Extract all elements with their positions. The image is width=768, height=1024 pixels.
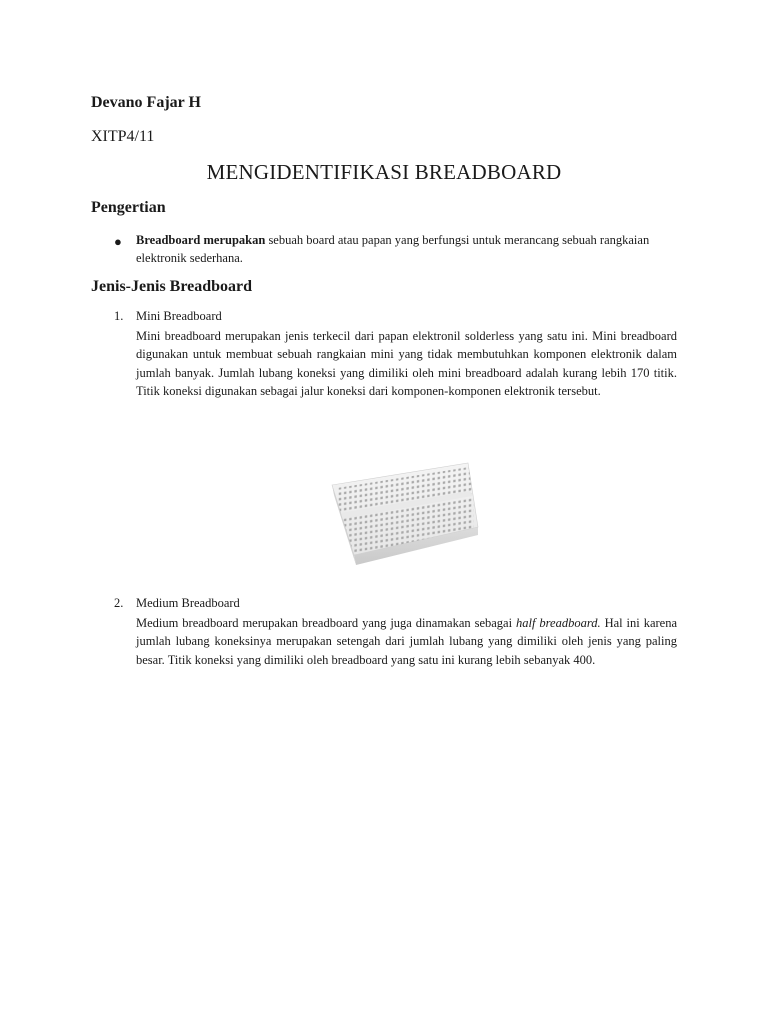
author-name: Devano Fajar H [91,94,201,111]
definition-bold-term: Breadboard merupakan [136,233,266,247]
class-code: XITP4/11 [91,128,155,145]
list-number: 1. [114,309,124,323]
definition-body: sebuah board atau papan yang berfungsi untuk merancang sebuah rangkaian elektronik sederhana. [136,233,650,265]
heading-jenis-breadboard: Jenis-Jenis Breadboard [91,278,253,295]
definition-text [136,231,676,267]
bullet-icon: ● [114,234,122,249]
list-item-body: Mini breadboard merupakan jenis terkecil dari papan elektronil solderless yang satu ini. Mini breadboard digunakan untuk membuat sebuah rangkaian mini yang tidak membutuhkan komponen elektronik dalam jumlah banyak. Jumlah lubang koneksi yang dimiliki oleh mini breadboard adalah kurang lebih 170 titik. Titik koneksi digunakan sebagai jalur koneksi dari komponen-komponen elektronik tersebut. [136,329,677,398]
list-number: 2. [114,596,124,610]
heading-pengertian: Pengertian [91,199,166,216]
list-item-body [136,614,677,669]
document-title: MENGIDENTIFIKASI BREADBOARD [206,160,562,184]
list-item-title: Mini Breadboard [136,309,222,323]
mini-breadboard-image [318,455,486,573]
body-text-end: Hal ini karena jumlah lubang koneksinya merupakan setengah dari jumlah lubang yang dimiliki oleh jenis yang paling besar. Titik koneksi yang dimiliki oleh breadboard yang satu ini kurang lebih sebanyak 400. [136,616,677,667]
list-item-title: Medium Breadboard [136,596,240,610]
body-text-start: Medium breadboard merupakan breadboard yang juga dinamakan sebagai [136,616,516,630]
body-text-italic: half breadboard. [516,616,601,630]
breadboard-illustration [318,455,486,573]
